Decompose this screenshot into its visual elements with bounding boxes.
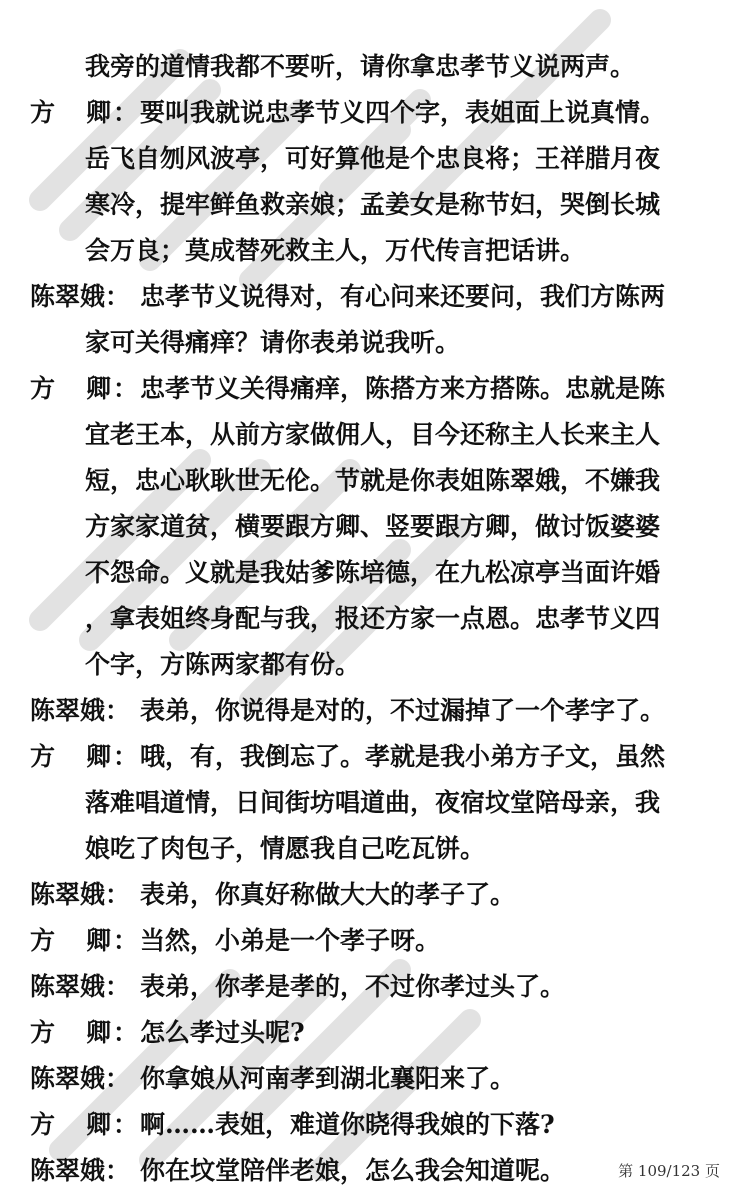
dialogue-line: 忠孝节义关得痛痒，陈搭方来方搭陈。忠就是陈	[140, 374, 666, 403]
speaker-label: 陈翠娥：	[30, 880, 131, 909]
dialogue-continuation: 岳飞自刎风波亭，可好算他是个忠良将；王祥腊月夜	[85, 144, 661, 173]
dialogue-line: 表弟，你真好称做大大的孝子了。	[140, 880, 516, 909]
speaker-label: 陈翠娥：	[30, 1064, 131, 1093]
dialogue-line: 怎么孝过头呢?	[140, 1018, 305, 1047]
dialogue-continuation: 我旁的道情我都不要听，请你拿忠孝节义说两声。	[85, 52, 636, 81]
dialogue-line: 你在坟堂陪伴老娘，怎么我会知道呢。	[140, 1156, 566, 1185]
speaker-label: 陈翠娥：	[30, 1156, 131, 1185]
dialogue-continuation: 会万良；莫成替死救主人，万代传言把话讲。	[85, 236, 586, 265]
speaker-label: 陈翠娥：	[30, 972, 131, 1001]
dialogue-line: 表弟，你说得是对的，不过漏掉了一个孝字了。	[140, 696, 666, 725]
dialogue-continuation: 不怨命。义就是我姑爹陈培德，在九松凉亭当面许婚	[85, 558, 661, 587]
dialogue-continuation: 个字，方陈两家都有份。	[85, 650, 361, 679]
dialogue-continuation: ，拿表姐终身配与我，报还方家一点恩。忠孝节义四	[85, 604, 661, 633]
dialogue-continuation: 短，忠心耿耿世无伦。节就是你表姐陈翠娥，不嫌我	[85, 466, 661, 495]
document-page: 我旁的道情我都不要听，请你拿忠孝节义说两声。 方 卿 ： 要叫我就说忠孝节义四个字，表姐面上说真情。 岳飞自刎风波亭，可好算他是个忠良将；王祥腊月夜 寒冷，提牢鲜鱼救亲娘；孟姜女是称节妇，哭倒长城 会万良；莫成替死救主人，万代传言把话讲。 陈翠娥： 忠孝节义说得对，有心问来还要问，我们方陈两 家可关得痛痒？请你表弟说我听。 方 卿 ： 忠孝节义关得痛痒，陈搭方来方搭陈。忠就是陈 宜老王本，从前方家做佣人，目今还称主人长来主人 短，忠心耿耿世无伦。节就是你表姐陈翠娥，不嫌我 方家家道贫，横要跟方卿、竖要跟方卿，做讨饭婆婆 不怨命。义就是我姑爹陈培德，在九松凉亭当面许婚 ，拿表姐终身配与我，报还方家一点恩。忠孝节义四 个字，方陈两家都有份。 陈翠娥： 表弟，你说得是对的，不过漏掉了一个孝字了。 方 卿 ： 哦，有，我倒忘了。孝就是我小弟方子文，虽然 落难唱道情，日间街坊唱道曲，夜宿坟堂陪母亲，我 娘吃了肉包子，情愿我自己吃瓦饼。 陈翠娥： 表弟，你真好称做大大的孝子了。 方 卿 ： 当然，小弟是一个孝子呀。 陈翠娥： 表弟，你孝是孝的，不过你孝过头了。 方 卿 ： 怎么孝过头呢? 陈翠娥： 你拿娘从河南孝到湖北襄阳来了。 方 卿 ： 啊……表姐，难道你晓得我娘的下落? 陈翠娥： 你在坟堂陪伴老娘，怎么我会知道呢。	[0, 0, 750, 1195]
speaker-label: 陈翠娥：	[30, 696, 131, 725]
dialogue-continuation: 落难唱道情，日间街坊唱道曲，夜宿坟堂陪母亲，我	[85, 788, 661, 817]
dialogue-line: 你拿娘从河南孝到湖北襄阳来了。	[140, 1064, 516, 1093]
dialogue-line: 要叫我就说忠孝节义四个字，表姐面上说真情。	[140, 98, 666, 127]
speaker-label: 陈翠娥：	[30, 282, 131, 311]
dialogue-line: 忠孝节义说得对，有心问来还要问，我们方陈两	[140, 282, 666, 311]
dialogue-continuation: 寒冷，提牢鲜鱼救亲娘；孟姜女是称节妇，哭倒长城	[85, 190, 661, 219]
dialogue-line: 当然，小弟是一个孝子呀。	[140, 926, 441, 955]
dialogue-line: 啊……表姐，难道你晓得我娘的下落?	[140, 1110, 555, 1139]
dialogue-continuation: 家可关得痛痒？请你表弟说我听。	[85, 328, 461, 357]
dialogue-continuation: 娘吃了肉包子，情愿我自己吃瓦饼。	[85, 834, 486, 863]
page-number: 第 109/123 页	[618, 1162, 720, 1180]
dialogue-line: 表弟，你孝是孝的，不过你孝过头了。	[140, 972, 566, 1001]
dialogue-continuation: 方家家道贫，横要跟方卿、竖要跟方卿，做讨饭婆婆	[85, 512, 661, 541]
dialogue-line: 哦，有，我倒忘了。孝就是我小弟方子文，虽然	[140, 742, 666, 771]
dialogue-continuation: 宜老王本，从前方家做佣人，目今还称主人长来主人	[85, 420, 661, 449]
